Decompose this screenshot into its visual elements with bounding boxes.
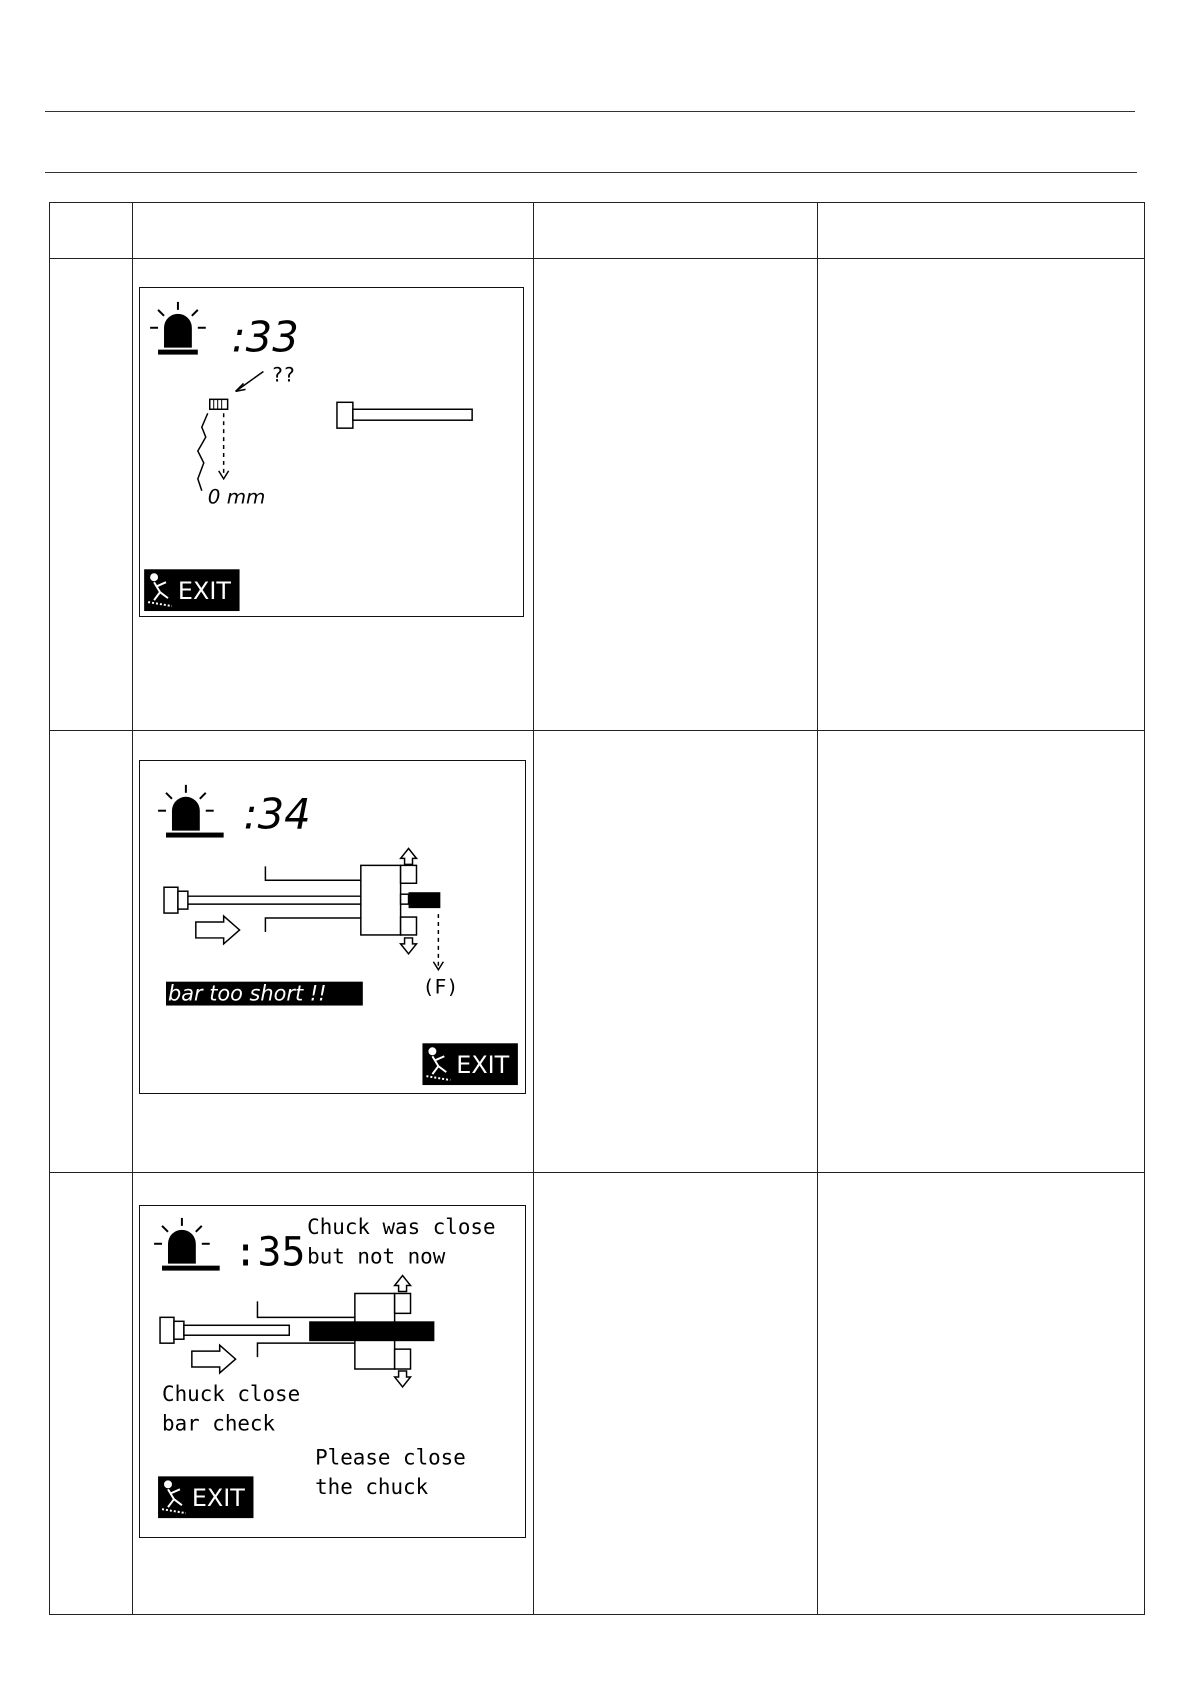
bar-stock — [309, 1321, 434, 1341]
bar-stock — [409, 892, 441, 908]
check-line-1: Chuck close — [162, 1381, 301, 1406]
column-divider — [817, 203, 818, 1614]
row-divider — [50, 1172, 1144, 1173]
alarm-screen-35 — [139, 1205, 526, 1538]
row-divider — [50, 730, 1144, 731]
exit-label: EXIT — [177, 577, 231, 606]
alarm-code: :33 — [231, 312, 299, 362]
alarm-33-diagram — [140, 288, 523, 616]
check-line-2: bar check — [162, 1411, 276, 1436]
arrow-up-icon — [401, 848, 417, 864]
arrow-down-icon — [401, 938, 417, 954]
fall-marker: (F) — [422, 975, 459, 999]
fall-arrow — [433, 914, 443, 970]
arrow-right-icon — [196, 916, 240, 944]
status-line-1: Chuck was close — [307, 1214, 496, 1239]
instruction-line-1: Please close — [315, 1445, 466, 1470]
status-line-2: but not now — [307, 1244, 446, 1269]
exit-label: EXIT — [456, 1051, 510, 1080]
question-marks: ?? — [271, 363, 296, 387]
alarm-code: :34 — [243, 789, 311, 839]
alarm-beacon-icon — [154, 1218, 220, 1271]
arrow-right-icon — [192, 1345, 236, 1373]
header-rule-bottom — [45, 172, 1137, 173]
column-divider — [132, 203, 133, 1614]
question-arrow — [236, 371, 264, 391]
alarm-code: :35 — [233, 1229, 306, 1276]
column-divider — [533, 203, 534, 1614]
instruction-line-2: the chuck — [315, 1475, 429, 1500]
message-text: bar too short !! — [167, 981, 327, 1006]
alarm-34-diagram — [140, 761, 525, 1093]
measure-label: 0 mm — [207, 485, 266, 509]
header-row-divider — [50, 258, 1144, 259]
alarm-35-diagram — [140, 1206, 525, 1537]
exit-button[interactable] — [158, 1476, 253, 1518]
alarm-beacon-icon — [158, 785, 224, 838]
exit-label: EXIT — [191, 1484, 245, 1513]
arrow-up-icon — [395, 1276, 411, 1292]
exit-button[interactable] — [144, 569, 239, 611]
bar-end-part — [198, 399, 229, 490]
arrow-down-icon — [395, 1371, 411, 1387]
alarm-screen-33 — [139, 287, 524, 617]
alarm-beacon-icon — [150, 302, 206, 355]
header-rule-top — [45, 111, 1135, 112]
alarm-screen-34 — [139, 760, 526, 1094]
pusher-rod — [337, 402, 472, 428]
exit-button[interactable] — [422, 1043, 517, 1085]
